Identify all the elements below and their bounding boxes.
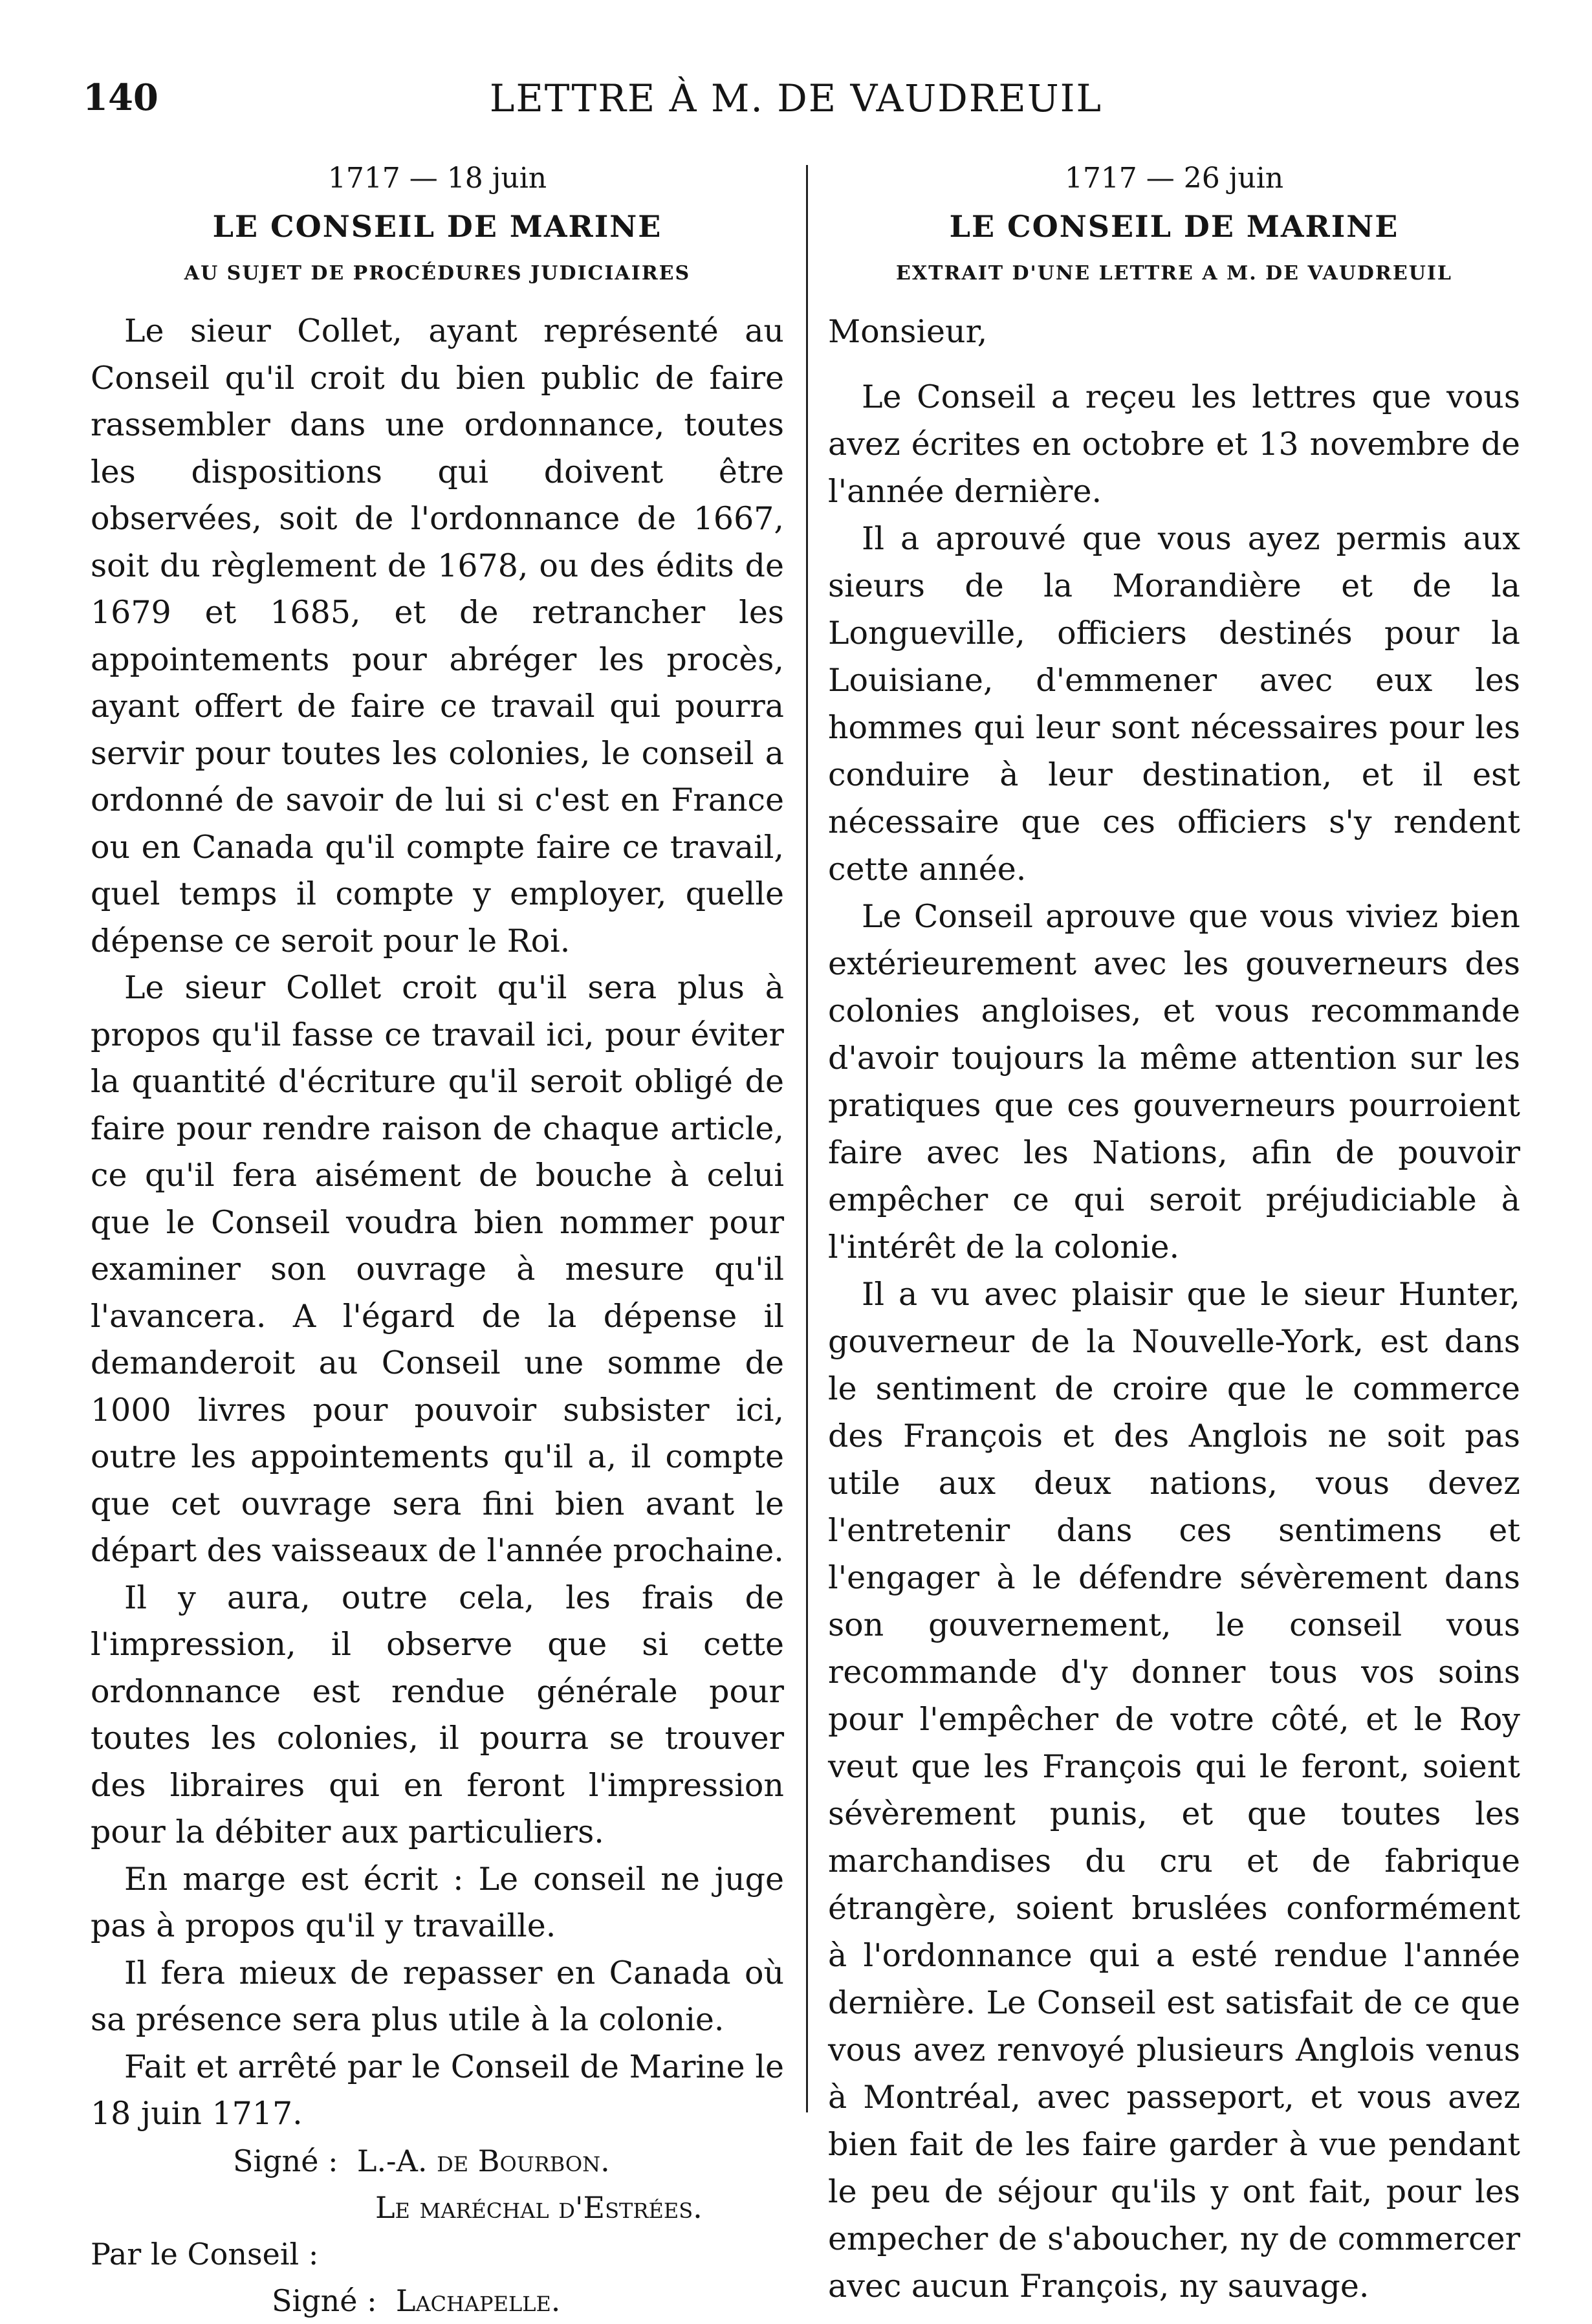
page-number: 140: [83, 76, 158, 119]
running-head: [0, 76, 1592, 122]
signature-line-2: [91, 2277, 784, 2324]
right-date: 1717 — 26 juin: [1064, 162, 1284, 195]
left-paragraph-5: Il fera mieux de repasser en Canada où sa présence sera plus utile à la colonie.: [91, 1954, 784, 2038]
right-column: [828, 162, 1520, 2310]
right-heading: LE CONSEIL DE MARINE: [949, 209, 1399, 244]
right-paragraph-1: Le Conseil a reçeu les lettres que vous avez écrites en octobre et 13 novembre de l'année dernière.: [828, 378, 1520, 510]
left-heading: LE CONSEIL DE MARINE: [212, 209, 662, 244]
left-paragraph-3: Il y aura, outre cela, les frais de l'impression, il observe que si cette ordonnance est rendue générale pour toutes les colonies, il pourra se trouver des libraires qui en feront l'impression pour la débiter aux particuliers.: [91, 1579, 784, 1850]
left-date: 1717 — 18 juin: [327, 162, 547, 195]
left-paragraph-4: En marge est écrit : Le conseil ne juge pas à propos qu'il y travaille.: [91, 1860, 784, 1944]
left-paragraph-1: Le sieur Collet, ayant représenté au Conseil qu'il croit du bien public de faire rassembler dans une ordonnance, toutes les dispositions qui doivent être observées, soit de l'ordonnance de 1667, soit du règlement de 1678, ou des édits de 1679 et 1685, et de retrancher les appointements pour abréger les procès, ayant offert de faire ce travail qui pourra servir pour toutes les colonies, le conseil a ordonné de savoir de lui si c'est en France ou en Canada qu'il compte faire ce travail, quel temps il compte y employer, quelle dépense ce seroit pour le Roi.: [91, 312, 784, 959]
council-label: Par le Conseil :: [91, 2236, 319, 2272]
right-subheading: EXTRAIT D'UNE LETTRE A M. DE VAUDREUIL: [896, 262, 1452, 285]
signer-lachapelle: Lachapelle.: [395, 2283, 561, 2318]
left-subheading: AU SUJET DE PROCÉDURES JUDICIAIRES: [184, 262, 691, 285]
signer-bourbon: L.-A. de Bourbon.: [356, 2143, 610, 2178]
column-divider: [806, 165, 808, 2112]
salutation: Monsieur,: [828, 313, 988, 350]
right-paragraph-2: Il a aprouvé que vous ayez permis aux sieurs de la Morandière et de la Longueville, officiers destinés pour la Louisiane, d'emmener avec eux les hommes qui leur sont nécessaires pour les conduire à leur destination, et il est nécessaire que ces officiers s'y rendent cette année.: [828, 520, 1520, 888]
signer-estrees: Le maréchal d'Estrées.: [375, 2189, 703, 2225]
right-paragraph-3: Le Conseil aprouve que vous viviez bien extérieurement avec les gouverneurs des colonies angloises, et vous recommande d'avoir toujours la même attention sur les pratiques que ces gouverneurs pourroient faire avec les Nations, afin de pouvoir empêcher ce qui seroit préjudiciable à l'intérêt de la colonie.: [828, 898, 1520, 1266]
signed-label: Signé :: [233, 2143, 338, 2178]
signed-label-2: Signé :: [272, 2283, 377, 2318]
left-paragraph-2: Le sieur Collet croit qu'il sera plus à propos qu'il fasse ce travail ici, pour éviter la quantité d'écriture qu'il seroit obligé de faire pour rendre raison de chaque article, ce qu'il fera aisément de bouche à celui que le Conseil voudra bien nommer pour examiner son ouvrage à mesure qu'il l'avancera. A l'égard de la dépense il demanderoit au Conseil une somme de 1000 livres pour pouvoir subsister ici, outre les appointements qu'il a, il compte que cet ouvrage sera fini bien avant le départ des vaisseaux de l'année prochaine.: [91, 969, 784, 1569]
left-column: [91, 162, 784, 2324]
running-title: LETTRE À M. DE VAUDREUIL: [489, 76, 1103, 120]
left-paragraph-6: Fait et arrêté par le Conseil de Marine le 18 juin 1717.: [91, 2048, 784, 2132]
signature-line-1: [91, 2138, 784, 2184]
right-paragraph-4: Il a vu avec plaisir que le sieur Hunter, gouverneur de la Nouvelle-York, est dans le sentiment de croire que le commerce des François et des Anglois ne soit pas utile aux deux nations, vous devez l'entretenir dans ces sentimens et l'engager à le défendre sévèrement dans son gouvernement, le conseil vous recommande d'y donner tous vos soins pour l'empêcher de votre côté, et le Roy veut que les François qui le feront, soient sévèrement punis, et que toutes les marchandises du cru et de fabrique étrangère, soient bruslées conformément à l'ordonnance qui a esté rendue l'année dernière. Le Conseil est satisfait de ce que vous avez renvoyé plusieurs Anglois venus à Montréal, avec passeport, et vous avez bien fait de les faire garder à vue pendant le peu de séjour qu'ils y ont fait, pour les empecher de s'aboucher, ny de commercer avec aucun François, ny sauvage.: [828, 1276, 1520, 2305]
